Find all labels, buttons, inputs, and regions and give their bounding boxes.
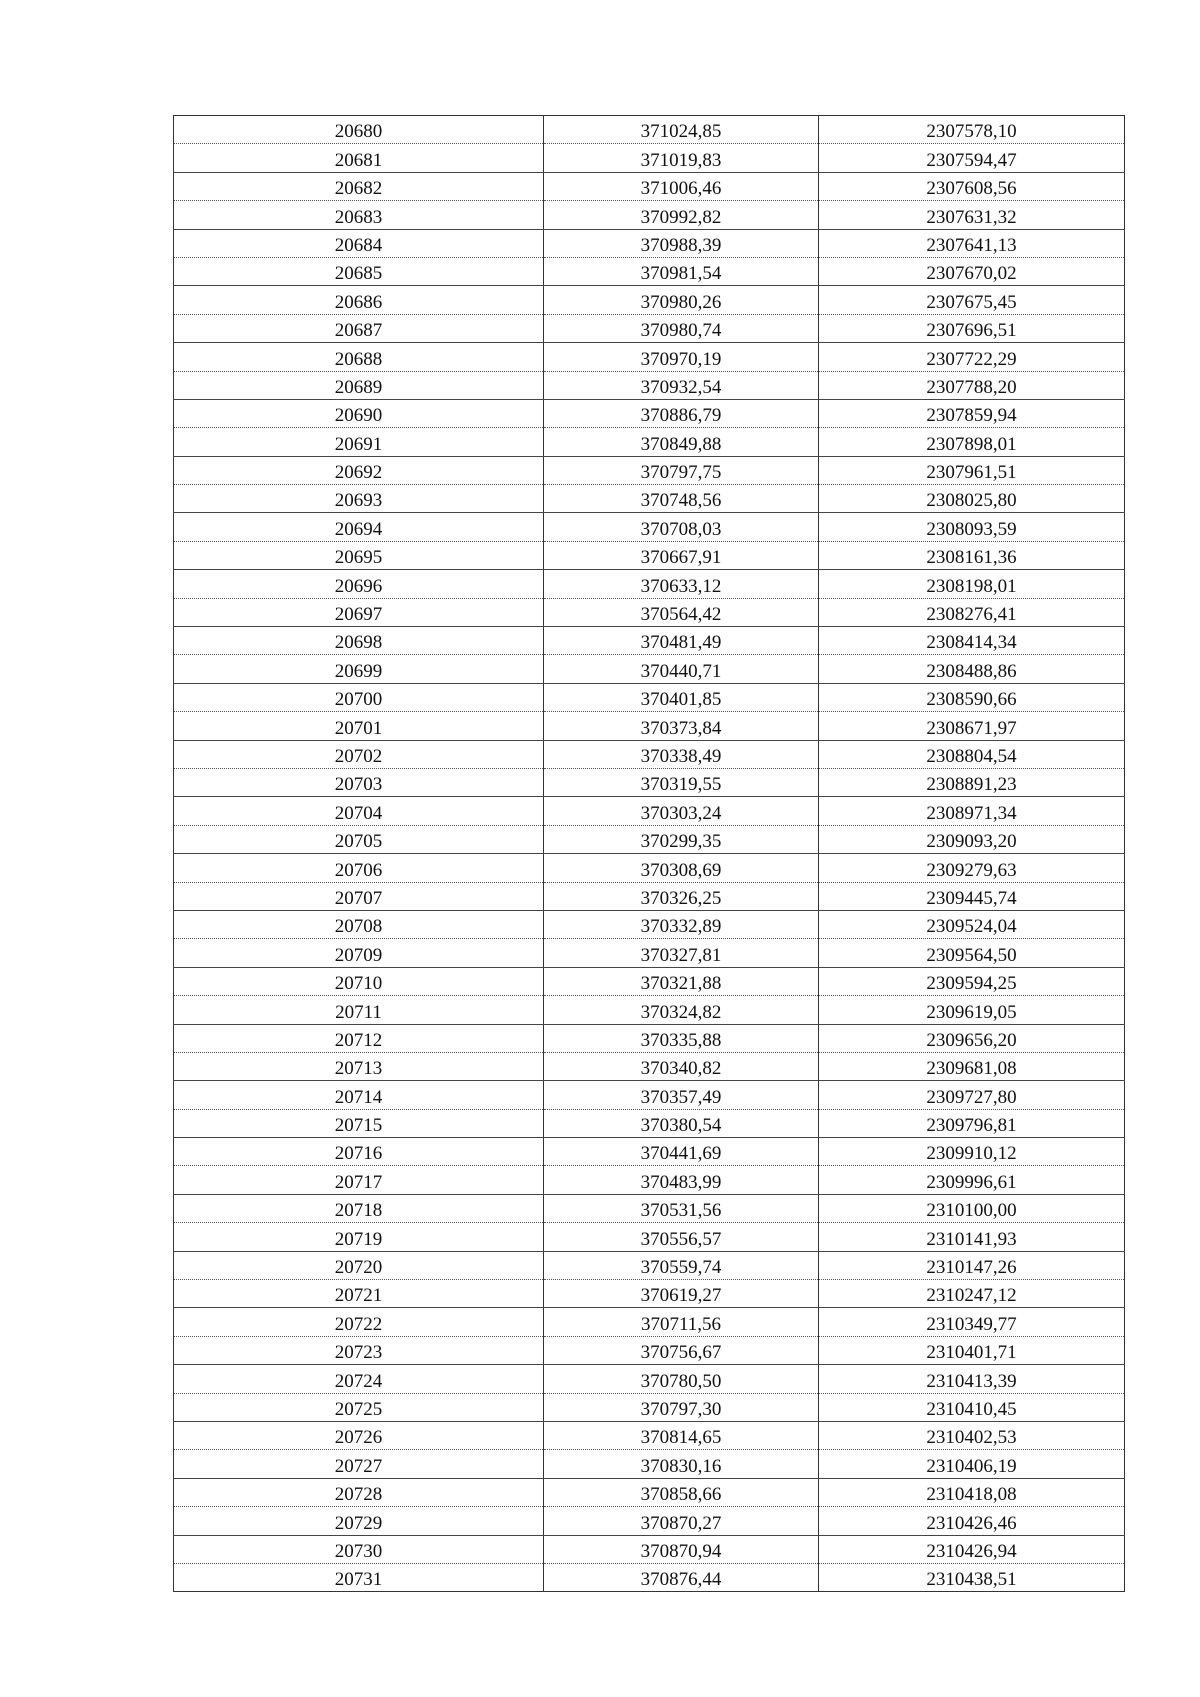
x-coordinate-cell: 370303,24 [544, 797, 819, 825]
y-coordinate-cell: 2308025,80 [819, 485, 1125, 513]
y-coordinate-cell: 2308804,54 [819, 740, 1125, 768]
point-number-cell: 20716 [174, 1138, 544, 1166]
y-coordinate-cell: 2307594,47 [819, 144, 1125, 172]
point-number-cell: 20729 [174, 1507, 544, 1535]
x-coordinate-cell: 370970,19 [544, 343, 819, 371]
table-row [174, 428, 1125, 456]
table-row [174, 1365, 1125, 1393]
point-number-cell: 20684 [174, 229, 544, 257]
point-number-cell: 20680 [174, 116, 544, 144]
x-coordinate-cell: 370556,57 [544, 1223, 819, 1251]
table-row [174, 1563, 1125, 1591]
table-row [174, 229, 1125, 257]
table-row [174, 1052, 1125, 1080]
point-number-cell: 20701 [174, 712, 544, 740]
point-number-cell: 20723 [174, 1336, 544, 1364]
point-number-cell: 20717 [174, 1166, 544, 1194]
y-coordinate-cell: 2308971,34 [819, 797, 1125, 825]
table-row [174, 882, 1125, 910]
x-coordinate-cell: 370531,56 [544, 1194, 819, 1222]
table-row [174, 286, 1125, 314]
table-row [174, 1535, 1125, 1563]
x-coordinate-cell: 370335,88 [544, 1024, 819, 1052]
point-number-cell: 20708 [174, 910, 544, 938]
y-coordinate-cell: 2310349,77 [819, 1308, 1125, 1336]
x-coordinate-cell: 370308,69 [544, 854, 819, 882]
y-coordinate-cell: 2309656,20 [819, 1024, 1125, 1052]
x-coordinate-cell: 370797,30 [544, 1393, 819, 1421]
y-coordinate-cell: 2308891,23 [819, 768, 1125, 796]
x-coordinate-cell: 370870,94 [544, 1535, 819, 1563]
table-row [174, 967, 1125, 995]
x-coordinate-cell: 370980,26 [544, 286, 819, 314]
x-coordinate-cell: 370797,75 [544, 456, 819, 484]
table-row [174, 314, 1125, 342]
y-coordinate-cell: 2309681,08 [819, 1052, 1125, 1080]
point-number-cell: 20683 [174, 201, 544, 229]
point-number-cell: 20694 [174, 513, 544, 541]
x-coordinate-cell: 370780,50 [544, 1365, 819, 1393]
y-coordinate-cell: 2310413,39 [819, 1365, 1125, 1393]
table-row [174, 996, 1125, 1024]
x-coordinate-cell: 370401,85 [544, 683, 819, 711]
y-coordinate-cell: 2307608,56 [819, 172, 1125, 200]
y-coordinate-cell: 2309619,05 [819, 996, 1125, 1024]
x-coordinate-cell: 370332,89 [544, 910, 819, 938]
x-coordinate-cell: 370858,66 [544, 1478, 819, 1506]
point-number-cell: 20711 [174, 996, 544, 1024]
table-row [174, 1223, 1125, 1251]
table-row [174, 1138, 1125, 1166]
y-coordinate-cell: 2308488,86 [819, 655, 1125, 683]
point-number-cell: 20682 [174, 172, 544, 200]
x-coordinate-cell: 370886,79 [544, 399, 819, 427]
y-coordinate-cell: 2309594,25 [819, 967, 1125, 995]
y-coordinate-cell: 2309727,80 [819, 1081, 1125, 1109]
point-number-cell: 20712 [174, 1024, 544, 1052]
y-coordinate-cell: 2309796,81 [819, 1109, 1125, 1137]
point-number-cell: 20695 [174, 541, 544, 569]
table-row [174, 1393, 1125, 1421]
table-row [174, 144, 1125, 172]
x-coordinate-cell: 370373,84 [544, 712, 819, 740]
table-row [174, 683, 1125, 711]
x-coordinate-cell: 370748,56 [544, 485, 819, 513]
y-coordinate-cell: 2310418,08 [819, 1478, 1125, 1506]
y-coordinate-cell: 2310402,53 [819, 1421, 1125, 1449]
point-number-cell: 20702 [174, 740, 544, 768]
y-coordinate-cell: 2309910,12 [819, 1138, 1125, 1166]
y-coordinate-cell: 2307696,51 [819, 314, 1125, 342]
table-row [174, 1024, 1125, 1052]
x-coordinate-cell: 370711,56 [544, 1308, 819, 1336]
x-coordinate-cell: 370380,54 [544, 1109, 819, 1137]
x-coordinate-cell: 370992,82 [544, 201, 819, 229]
x-coordinate-cell: 370299,35 [544, 825, 819, 853]
point-number-cell: 20730 [174, 1535, 544, 1563]
point-number-cell: 20692 [174, 456, 544, 484]
point-number-cell: 20686 [174, 286, 544, 314]
x-coordinate-cell: 370619,27 [544, 1280, 819, 1308]
x-coordinate-cell: 370324,82 [544, 996, 819, 1024]
table-row [174, 1166, 1125, 1194]
y-coordinate-cell: 2308093,59 [819, 513, 1125, 541]
point-number-cell: 20693 [174, 485, 544, 513]
x-coordinate-cell: 370327,81 [544, 939, 819, 967]
x-coordinate-cell: 370440,71 [544, 655, 819, 683]
x-coordinate-cell: 370633,12 [544, 570, 819, 598]
x-coordinate-cell: 371019,83 [544, 144, 819, 172]
x-coordinate-cell: 370849,88 [544, 428, 819, 456]
y-coordinate-cell: 2307898,01 [819, 428, 1125, 456]
y-coordinate-cell: 2310247,12 [819, 1280, 1125, 1308]
point-number-cell: 20698 [174, 627, 544, 655]
x-coordinate-cell: 370338,49 [544, 740, 819, 768]
point-number-cell: 20710 [174, 967, 544, 995]
x-coordinate-cell: 370980,74 [544, 314, 819, 342]
y-coordinate-cell: 2310141,93 [819, 1223, 1125, 1251]
table-row [174, 1280, 1125, 1308]
x-coordinate-cell: 370321,88 [544, 967, 819, 995]
point-number-cell: 20691 [174, 428, 544, 456]
table-row [174, 257, 1125, 285]
x-coordinate-cell: 370876,44 [544, 1563, 819, 1591]
y-coordinate-cell: 2310406,19 [819, 1450, 1125, 1478]
y-coordinate-cell: 2310410,45 [819, 1393, 1125, 1421]
point-number-cell: 20709 [174, 939, 544, 967]
point-number-cell: 20689 [174, 371, 544, 399]
table-row [174, 1336, 1125, 1364]
y-coordinate-cell: 2308414,34 [819, 627, 1125, 655]
table-row [174, 570, 1125, 598]
x-coordinate-cell: 370564,42 [544, 598, 819, 626]
point-number-cell: 20704 [174, 797, 544, 825]
y-coordinate-cell: 2308276,41 [819, 598, 1125, 626]
y-coordinate-cell: 2310426,46 [819, 1507, 1125, 1535]
x-coordinate-cell: 371024,85 [544, 116, 819, 144]
x-coordinate-cell: 370483,99 [544, 1166, 819, 1194]
y-coordinate-cell: 2310438,51 [819, 1563, 1125, 1591]
x-coordinate-cell: 370814,65 [544, 1421, 819, 1449]
table-row [174, 371, 1125, 399]
table-row [174, 456, 1125, 484]
point-number-cell: 20713 [174, 1052, 544, 1080]
point-number-cell: 20722 [174, 1308, 544, 1336]
x-coordinate-cell: 370441,69 [544, 1138, 819, 1166]
table-row [174, 598, 1125, 626]
x-coordinate-cell: 370667,91 [544, 541, 819, 569]
point-number-cell: 20706 [174, 854, 544, 882]
x-coordinate-cell: 370319,55 [544, 768, 819, 796]
y-coordinate-cell: 2307722,29 [819, 343, 1125, 371]
table-row [174, 712, 1125, 740]
y-coordinate-cell: 2307961,51 [819, 456, 1125, 484]
point-number-cell: 20724 [174, 1365, 544, 1393]
point-number-cell: 20688 [174, 343, 544, 371]
x-coordinate-cell: 370830,16 [544, 1450, 819, 1478]
coordinates-table [173, 115, 1125, 1592]
table-row [174, 627, 1125, 655]
y-coordinate-cell: 2309564,50 [819, 939, 1125, 967]
point-number-cell: 20719 [174, 1223, 544, 1251]
point-number-cell: 20726 [174, 1421, 544, 1449]
x-coordinate-cell: 370340,82 [544, 1052, 819, 1080]
point-number-cell: 20685 [174, 257, 544, 285]
table-row [174, 1081, 1125, 1109]
table-row [174, 541, 1125, 569]
point-number-cell: 20699 [174, 655, 544, 683]
table-row [174, 1194, 1125, 1222]
y-coordinate-cell: 2307641,13 [819, 229, 1125, 257]
x-coordinate-cell: 370326,25 [544, 882, 819, 910]
point-number-cell: 20690 [174, 399, 544, 427]
table-row [174, 1421, 1125, 1449]
y-coordinate-cell: 2310100,00 [819, 1194, 1125, 1222]
table-row [174, 797, 1125, 825]
x-coordinate-cell: 370708,03 [544, 513, 819, 541]
x-coordinate-cell: 370357,49 [544, 1081, 819, 1109]
point-number-cell: 20718 [174, 1194, 544, 1222]
point-number-cell: 20696 [174, 570, 544, 598]
x-coordinate-cell: 370932,54 [544, 371, 819, 399]
table-row [174, 1308, 1125, 1336]
y-coordinate-cell: 2310401,71 [819, 1336, 1125, 1364]
x-coordinate-cell: 370870,27 [544, 1507, 819, 1535]
x-coordinate-cell: 370559,74 [544, 1251, 819, 1279]
y-coordinate-cell: 2307788,20 [819, 371, 1125, 399]
y-coordinate-cell: 2307631,32 [819, 201, 1125, 229]
y-coordinate-cell: 2308671,97 [819, 712, 1125, 740]
point-number-cell: 20714 [174, 1081, 544, 1109]
y-coordinate-cell: 2308161,36 [819, 541, 1125, 569]
point-number-cell: 20721 [174, 1280, 544, 1308]
point-number-cell: 20700 [174, 683, 544, 711]
point-number-cell: 20728 [174, 1478, 544, 1506]
y-coordinate-cell: 2307859,94 [819, 399, 1125, 427]
table-row [174, 825, 1125, 853]
point-number-cell: 20703 [174, 768, 544, 796]
table-row [174, 910, 1125, 938]
x-coordinate-cell: 370481,49 [544, 627, 819, 655]
y-coordinate-cell: 2309524,04 [819, 910, 1125, 938]
table-row [174, 399, 1125, 427]
table-row [174, 1251, 1125, 1279]
table-row [174, 854, 1125, 882]
coordinates-table-body [174, 116, 1125, 1592]
table-row [174, 1450, 1125, 1478]
table-row [174, 768, 1125, 796]
y-coordinate-cell: 2308198,01 [819, 570, 1125, 598]
table-row [174, 343, 1125, 371]
y-coordinate-cell: 2307675,45 [819, 286, 1125, 314]
y-coordinate-cell: 2307670,02 [819, 257, 1125, 285]
y-coordinate-cell: 2309279,63 [819, 854, 1125, 882]
point-number-cell: 20720 [174, 1251, 544, 1279]
x-coordinate-cell: 370756,67 [544, 1336, 819, 1364]
x-coordinate-cell: 371006,46 [544, 172, 819, 200]
table-row [174, 201, 1125, 229]
x-coordinate-cell: 370988,39 [544, 229, 819, 257]
point-number-cell: 20715 [174, 1109, 544, 1137]
point-number-cell: 20687 [174, 314, 544, 342]
point-number-cell: 20681 [174, 144, 544, 172]
table-row [174, 1478, 1125, 1506]
point-number-cell: 20725 [174, 1393, 544, 1421]
x-coordinate-cell: 370981,54 [544, 257, 819, 285]
table-row [174, 740, 1125, 768]
point-number-cell: 20697 [174, 598, 544, 626]
point-number-cell: 20731 [174, 1563, 544, 1591]
y-coordinate-cell: 2308590,66 [819, 683, 1125, 711]
y-coordinate-cell: 2309445,74 [819, 882, 1125, 910]
y-coordinate-cell: 2309996,61 [819, 1166, 1125, 1194]
table-row [174, 1109, 1125, 1137]
table-row [174, 116, 1125, 144]
point-number-cell: 20707 [174, 882, 544, 910]
table-row [174, 485, 1125, 513]
table-row [174, 1507, 1125, 1535]
y-coordinate-cell: 2307578,10 [819, 116, 1125, 144]
point-number-cell: 20727 [174, 1450, 544, 1478]
table-row [174, 655, 1125, 683]
table-row [174, 513, 1125, 541]
table-row [174, 939, 1125, 967]
point-number-cell: 20705 [174, 825, 544, 853]
y-coordinate-cell: 2310426,94 [819, 1535, 1125, 1563]
table-row [174, 172, 1125, 200]
y-coordinate-cell: 2310147,26 [819, 1251, 1125, 1279]
y-coordinate-cell: 2309093,20 [819, 825, 1125, 853]
